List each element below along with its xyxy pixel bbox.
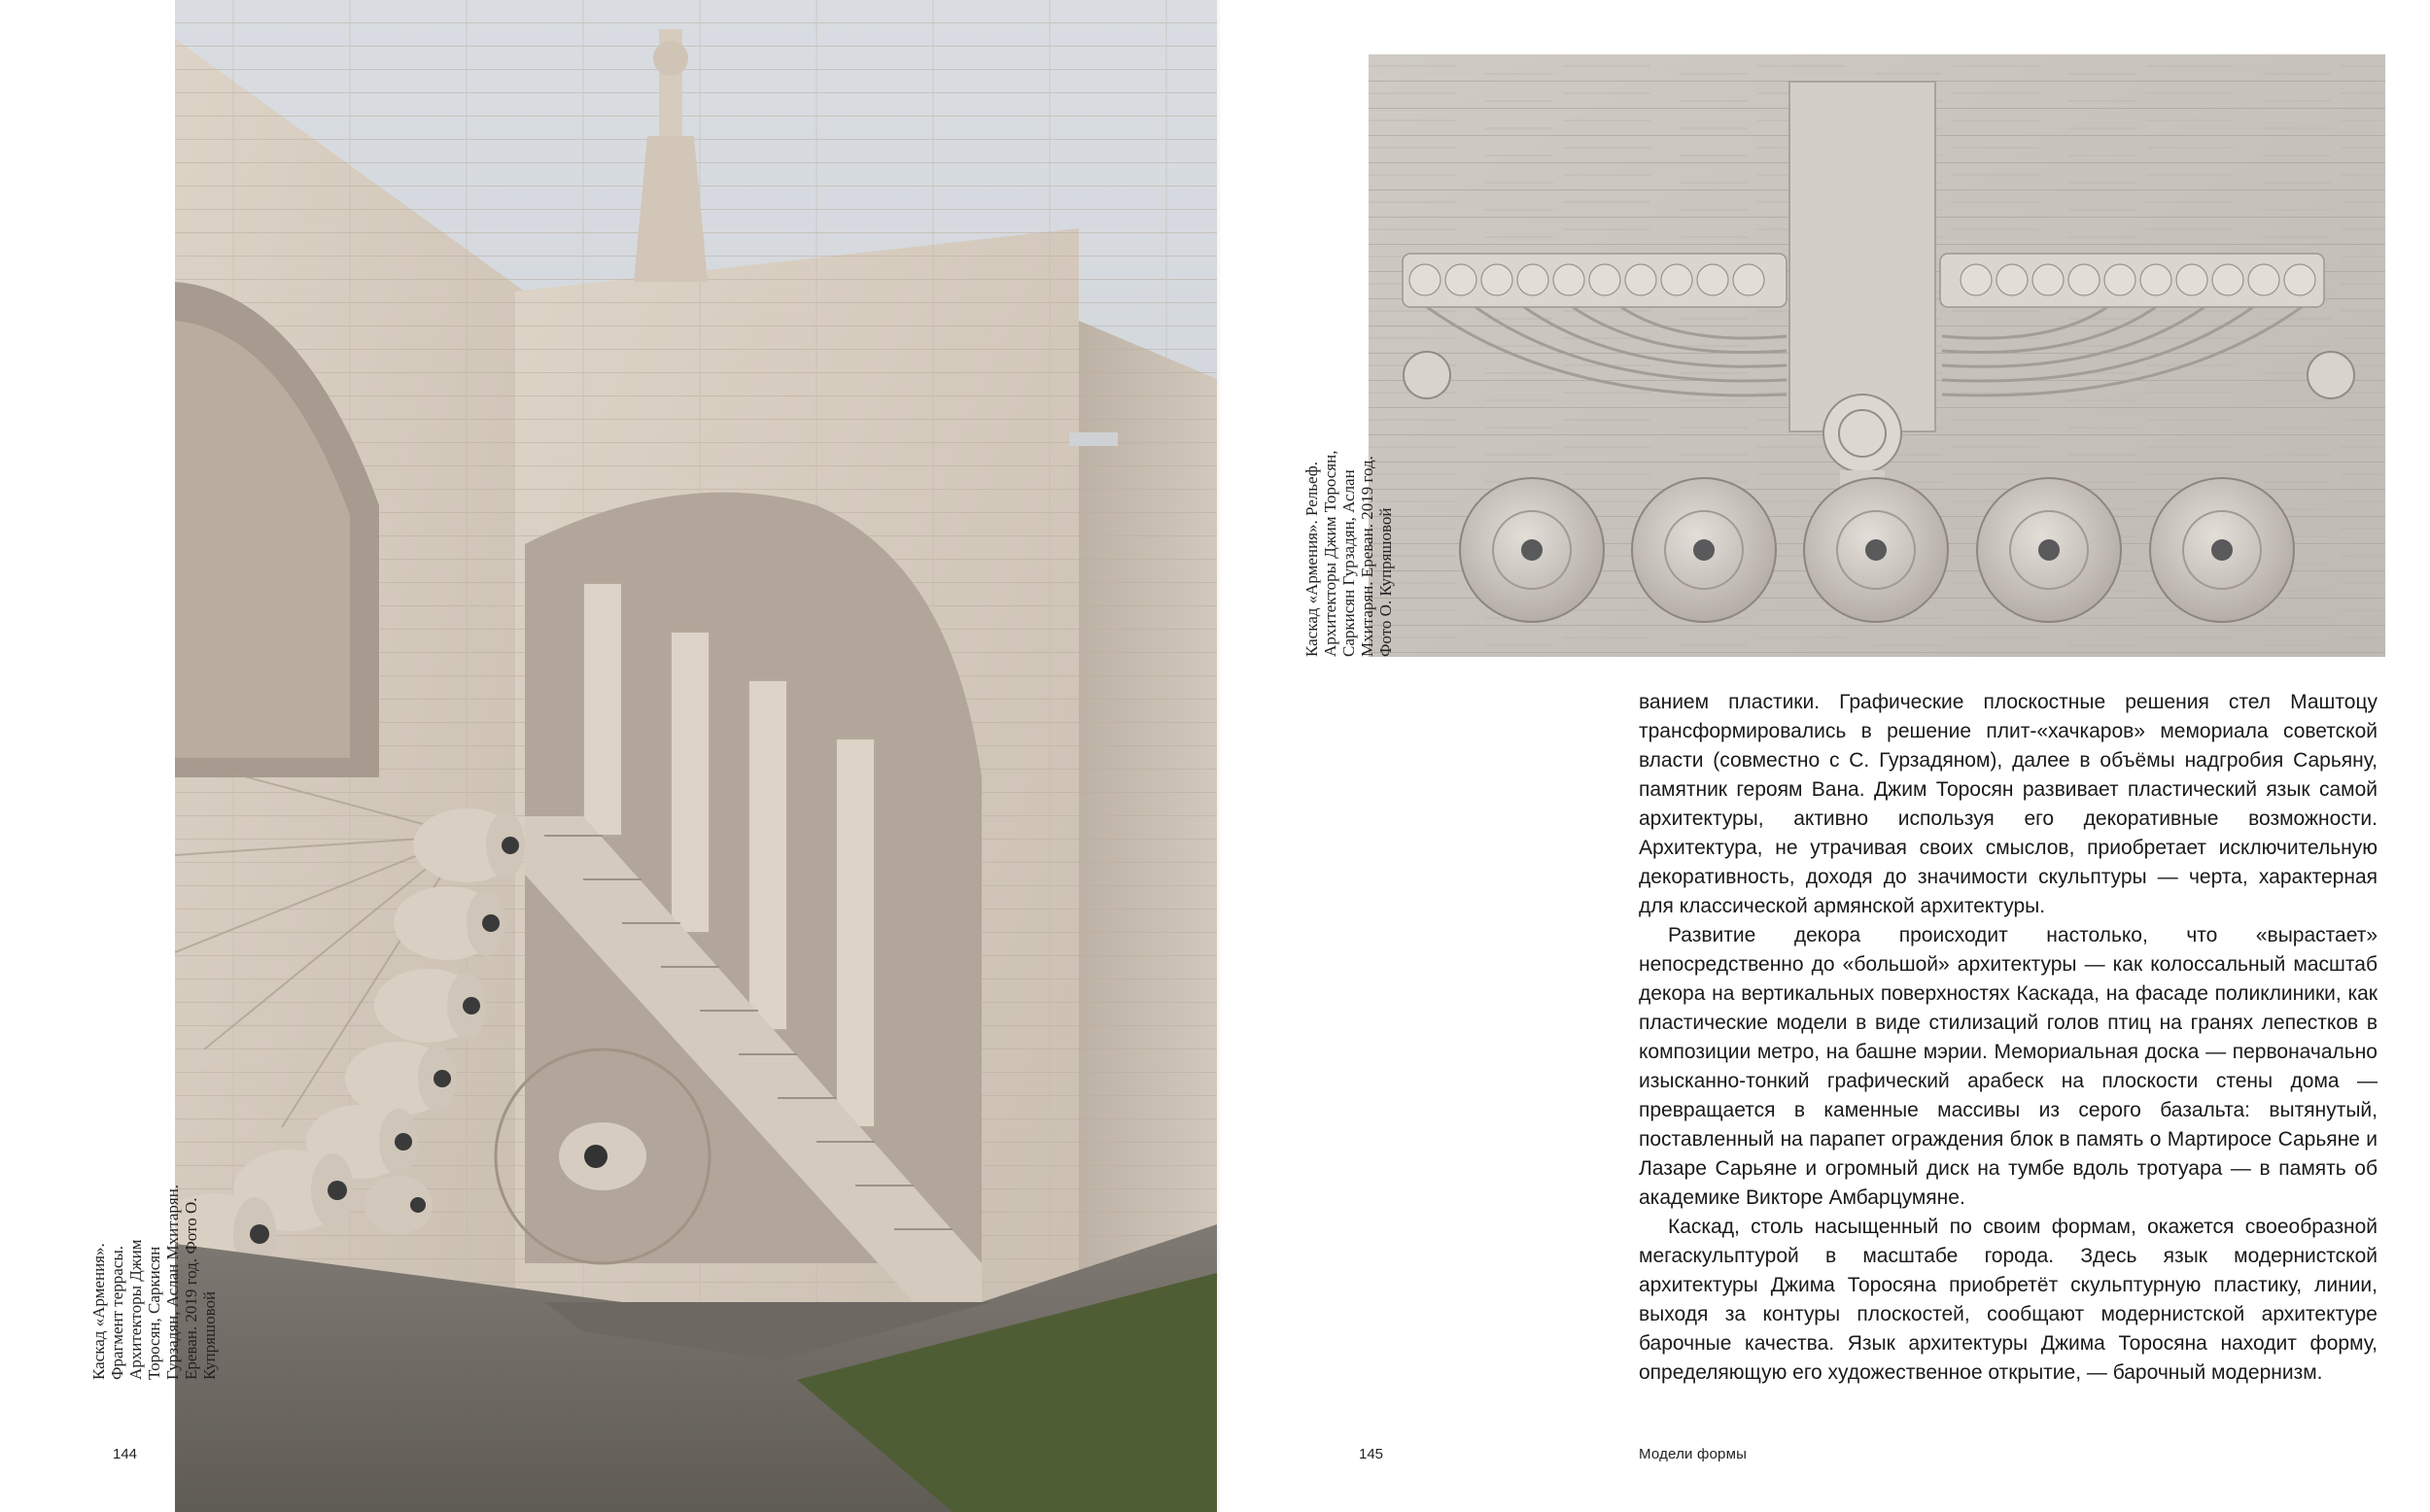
paragraph-3: Каскад, столь насыщенный по своим формам, окажется своеобразной мегаскульптурой в масштабе города. Здесь язык модернистской архитектуры Джима Торосяна приобретёт скульптурную пластику, линии, выходя за контуры плоскостей, сообщают модернистской архитектуре барочные качества. Язык архитектуры Джима Торосяна находит форму, определяющую его художественное открытие, — барочный модернизм. [1639,1216,2378,1384]
page-number-left: 144 [113,1446,138,1462]
left-photo-caption: Каскад «Армения». Фрагмент террасы. Архитекторы Джим Торосян, Саркисян Гурзадян, Аслан Мхитарян. Ереван. 2019 год. Фото О. Купряшовой [89,1184,219,1380]
running-head: Модели формы [1639,1446,1748,1462]
relief-photo [1369,54,2385,657]
page-number-right: 145 [1359,1446,1384,1462]
paragraph-2: Развитие декора происходит настолько, что «вырастает» непосредственно до «большой» архитектуры — как колоссальный масштаб декора на вертикальных поверхностях Каскада, на фасаде поликлиники, как пластические модели в виде стилизаций голов птиц на гранях лепестков в композиции метро, на башне мэрии. Мемориальная доска — первоначально изысканно-тонкий графический арабеск на плоскости стены дома — превращается в каменные массивы из серого базальта: вытянутый, поставленный на парапет ограждения блок в память о Мартиросе Сарьяне и Лазаре Сарьяне и огромный диск на тумбе вдоль тротуара — в память об академике Викторе Амбарцумяне. [1639,924,2378,1209]
paragraph-1: ванием пластики. Графические плоскостные решения стел Маштоцу трансформировались в решение плит-«хачкаров» мемориала советской власти (совместно с С. Гурзадяном), далее в объёмы надгробия Сарьяну, памятник героям Вана. Джим Торосян развивает пластический язык самой архитектуры, активно используя его декоративные возможности. Архитектура, не утрачивая своих смыслов, приобретает исключительную декоративность, доходя до значимости скульптуры — черта, характерная для классической армянской архитектуры. [1639,691,2378,917]
cascade-terrace-photo [175,0,1217,1512]
right-photo-caption: Каскад «Армения». Рельеф. Архитекторы Джим Торосян, Саркисян Гурзадян, Аслан Мхитарян. Ереван. 2019 год. Фото О. Купряшовой [1302,450,1395,657]
body-text [1639,688,2378,1388]
